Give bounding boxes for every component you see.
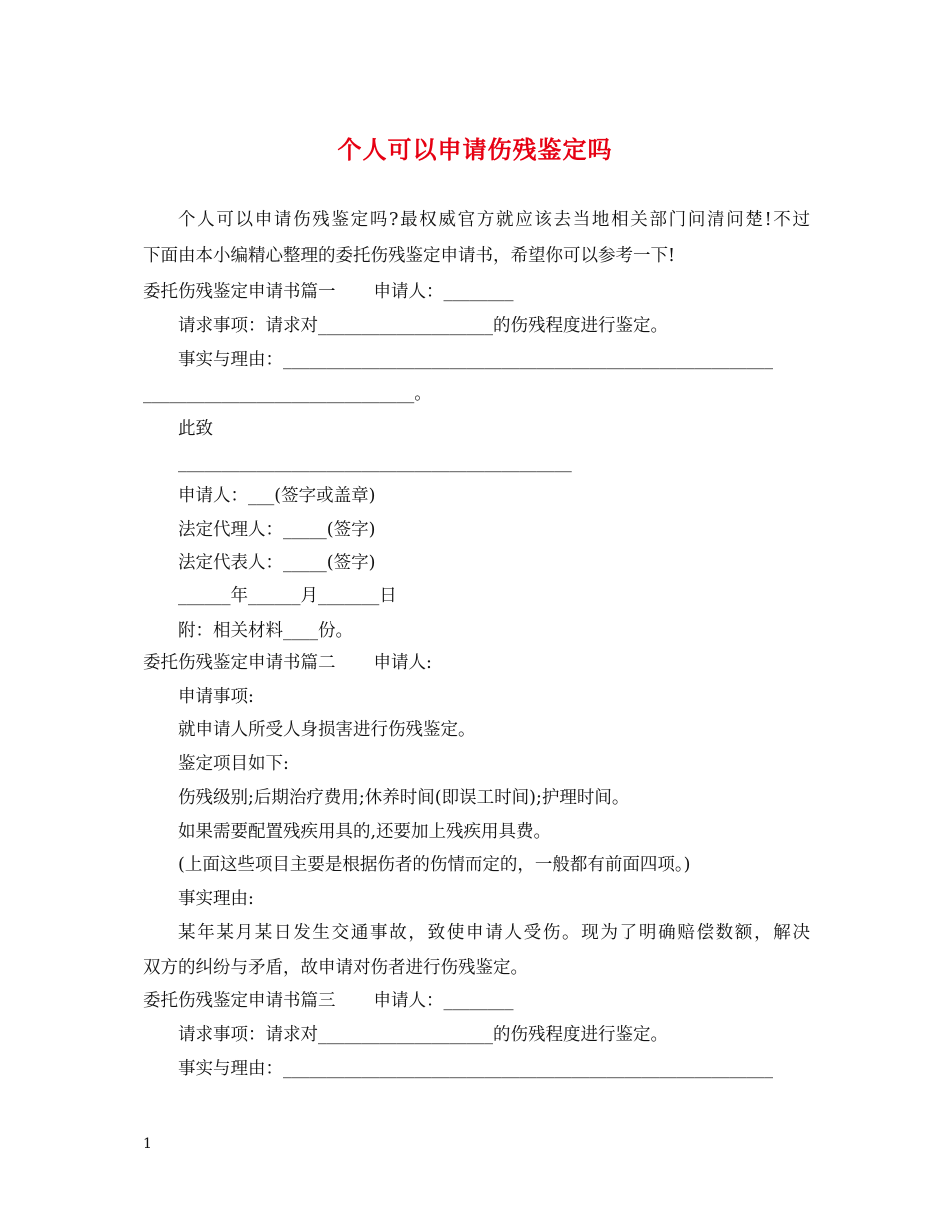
section1-sign-rep: 法定代表人：_____(签字) [178, 553, 376, 573]
section2-extra: 如果需要配置残疾用具的,还要加上残疾用具费。 [178, 822, 552, 842]
section1-heading: 委托伤残鉴定申请书篇一 [143, 282, 336, 302]
section3-heading: 委托伤残鉴定申请书篇三 [143, 991, 336, 1011]
section2-facts-label: 事实理由: [178, 889, 254, 909]
section2-item-text: 就申请人所受人身损害进行伤残鉴定。 [178, 720, 476, 740]
section3-request: 请求事项：请求对____________________的伤残程度进行鉴定。 [178, 1025, 668, 1045]
section1-date: ______年______月_______日 [178, 586, 397, 606]
section2-items-label: 申请事项: [178, 687, 254, 707]
section1-sign-agent: 法定代理人：_____(签字) [178, 520, 376, 540]
section2-heading-line [143, 652, 432, 674]
intro-line-2: 下面由本小编精心整理的委托伤残鉴定申请书，希望你可以参考一下! [143, 246, 676, 266]
page-number: 1 [143, 1136, 152, 1152]
section1-salutation: 此致 [178, 419, 213, 439]
section2-applicant: 申请人: [373, 653, 432, 673]
intro-line-1: 个人可以申请伤残鉴定吗?最权威官方就应该去当地相关部门问清问楚!不过 [178, 210, 810, 230]
section3-heading-line [143, 990, 514, 1012]
section1-request: 请求事项：请求对____________________的伤残程度进行鉴定。 [178, 316, 668, 336]
section2-projects-label: 鉴定项目如下: [178, 754, 289, 774]
section2-projects: 伤残级别;后期治疗费用;休养时间(即误工时间);护理时间。 [178, 788, 630, 808]
section2-note: (上面这些项目主要是根据伤者的伤情而定的，一般都有前面四项。) [178, 855, 691, 875]
section2-facts-line-2: 双方的纠纷与矛盾，故申请对伤者进行伤残鉴定。 [143, 958, 528, 978]
document-title: 个人可以申请伤残鉴定吗 [337, 135, 613, 164]
section3-applicant: 申请人：________ [373, 991, 514, 1011]
section1-applicant: 申请人：________ [373, 282, 514, 302]
section3-facts-line-1: 事实与理由：________________________________________________________ [178, 1059, 773, 1079]
section1-heading-line [143, 281, 514, 303]
section1-facts-line-2: _______________________________。 [143, 384, 432, 404]
section1-blank-line: _____________________________________________ [178, 453, 572, 473]
section2-heading: 委托伤残鉴定申请书篇二 [143, 653, 336, 673]
section1-facts-line-1: 事实与理由：________________________________________________________ [178, 350, 773, 370]
section1-sign-applicant: 申请人：___(签字或盖章) [178, 486, 376, 506]
section2-facts-line-1: 某年某月某日发生交通事故，致使申请人受伤。现为了明确赔偿数额，解决 [178, 923, 810, 943]
section1-attachment: 附：相关材料____份。 [178, 621, 353, 641]
